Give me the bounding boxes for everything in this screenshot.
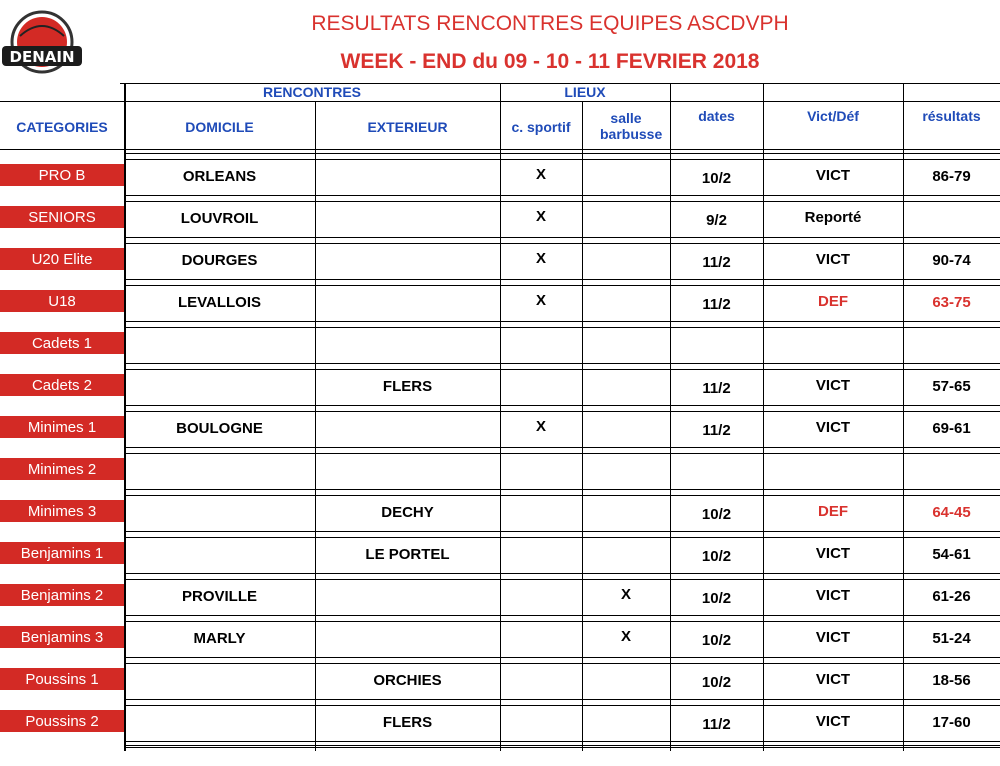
- grid-line: [0, 149, 1000, 150]
- result-cell: 51-24: [932, 630, 971, 647]
- grid-line: [124, 495, 1000, 496]
- grid-line: [124, 537, 1000, 538]
- grid-line: [124, 159, 1000, 160]
- grid-line: [124, 243, 1000, 244]
- date-cell: 11/2: [702, 716, 731, 733]
- grid-line: [124, 327, 1000, 328]
- header-salle-barbusse: salle barbusse: [600, 110, 663, 142]
- vict-def-cell: VICT: [815, 545, 851, 562]
- club-logo: [0, 6, 84, 84]
- exterieur-cell: LE PORTEL: [365, 546, 450, 563]
- grid-line: [124, 321, 1000, 322]
- date-cell: 10/2: [701, 548, 732, 565]
- vict-def-cell: VICT: [815, 419, 851, 436]
- grid-line: [124, 369, 1000, 370]
- header-c-sportif: c. sportif: [511, 119, 571, 135]
- grid-line: [124, 615, 1000, 616]
- domicile-cell: LEVALLOIS: [177, 294, 262, 311]
- header-domicile: DOMICILE: [185, 119, 254, 135]
- result-cell: 17-60: [932, 714, 971, 731]
- header-dates: dates: [698, 108, 735, 124]
- page-title: RESULTATS RENCONTRES EQUIPES ASCDVPH: [311, 12, 789, 35]
- date-cell: 11/2: [702, 380, 731, 397]
- page-subtitle: WEEK - END du 09 - 10 - 11 FEVRIER 2018: [340, 50, 760, 73]
- category-label: Minimes 3: [0, 500, 124, 522]
- grid-line: [500, 83, 501, 751]
- header-vict-def: Vict/Déf: [807, 108, 859, 124]
- result-cell: 61-26: [932, 588, 971, 605]
- grid-line: [582, 101, 583, 751]
- grid-line: [124, 363, 1000, 364]
- date-cell: 10/2: [701, 674, 732, 691]
- domicile-cell: MARLY: [193, 630, 246, 647]
- date-cell: 11/2: [702, 296, 731, 313]
- exterieur-cell: FLERS: [382, 714, 433, 731]
- grid-line: [0, 101, 1000, 102]
- c-sportif-mark: X: [535, 292, 546, 309]
- category-label: Benjamins 3: [0, 626, 124, 648]
- c-sportif-mark: X: [535, 166, 546, 183]
- grid-line: [124, 745, 1000, 746]
- grid-line: [124, 201, 1000, 202]
- vict-def-cell: Reporté: [804, 209, 862, 226]
- grid-line: [124, 663, 1000, 664]
- category-label: U18: [0, 290, 124, 312]
- grid-line: [124, 279, 1000, 280]
- vict-def-cell: VICT: [815, 251, 851, 268]
- category-label: SENIORS: [0, 206, 124, 228]
- header-exterieur: EXTERIEUR: [367, 119, 448, 135]
- header-resultats: résultats: [922, 108, 981, 124]
- exterieur-cell: FLERS: [382, 378, 433, 395]
- grid-line: [124, 101, 670, 102]
- grid-line: [124, 657, 1000, 658]
- c-sportif-mark: X: [535, 418, 546, 435]
- category-label: Minimes 1: [0, 416, 124, 438]
- c-sportif-mark: X: [535, 250, 546, 267]
- category-label: Benjamins 2: [0, 584, 124, 606]
- vict-def-cell: VICT: [815, 377, 851, 394]
- vict-def-cell: VICT: [815, 629, 851, 646]
- salle-barbusse-mark: X: [620, 586, 631, 603]
- c-sportif-mark: X: [535, 208, 546, 225]
- vict-def-cell: VICT: [815, 671, 851, 688]
- header-categories: CATEGORIES: [16, 119, 108, 135]
- grid-line: [124, 285, 1000, 286]
- category-label: Benjamins 1: [0, 542, 124, 564]
- result-cell: 69-61: [932, 420, 971, 437]
- grid-line: [315, 101, 316, 751]
- exterieur-cell: DECHY: [381, 504, 434, 521]
- grid-line: [124, 411, 1000, 412]
- date-cell: 10/2: [701, 170, 732, 187]
- salle-barbusse-mark: X: [620, 628, 631, 645]
- grid-line: [124, 405, 1000, 406]
- vict-def-cell: DEF: [818, 503, 848, 520]
- grid-line: [124, 747, 1000, 748]
- grid-line: [124, 453, 1000, 454]
- date-cell: 11/2: [702, 422, 731, 439]
- grid-line: [124, 489, 1000, 490]
- exterieur-cell: ORCHIES: [373, 672, 442, 689]
- grid-line: [124, 579, 1000, 580]
- grid-line: [124, 447, 1000, 448]
- date-cell: 10/2: [701, 632, 732, 649]
- domicile-cell: PROVILLE: [181, 588, 257, 605]
- category-label: Poussins 1: [0, 668, 124, 690]
- result-cell: 18-56: [932, 672, 971, 689]
- date-cell: 10/2: [701, 506, 732, 523]
- category-label: Minimes 2: [0, 458, 124, 480]
- grid-line: [124, 705, 1000, 706]
- category-label: U20 Elite: [0, 248, 124, 270]
- result-cell: 54-61: [932, 546, 971, 563]
- vict-def-cell: VICT: [815, 167, 851, 184]
- vict-def-cell: VICT: [815, 587, 851, 604]
- vict-def-cell: DEF: [818, 293, 848, 310]
- domicile-cell: BOULOGNE: [176, 420, 263, 437]
- grid-line: [124, 621, 1000, 622]
- grid-line: [124, 573, 1000, 574]
- date-cell: 9/2: [706, 212, 727, 229]
- header-rencontres: RENCONTRES: [262, 84, 361, 100]
- category-label: Cadets 2: [0, 374, 124, 396]
- category-label: Poussins 2: [0, 710, 124, 732]
- result-cell: 57-65: [932, 378, 971, 395]
- category-label: PRO B: [0, 164, 124, 186]
- domicile-cell: ORLEANS: [182, 168, 257, 185]
- svg-text:DENAIN: DENAIN: [9, 48, 75, 66]
- result-cell: 86-79: [932, 168, 971, 185]
- grid-line: [124, 531, 1000, 532]
- date-cell: 10/2: [701, 590, 732, 607]
- header-lieux: LIEUX: [564, 84, 606, 100]
- domicile-cell: DOURGES: [181, 252, 258, 269]
- grid-line: [124, 237, 1000, 238]
- grid-line: [124, 741, 1000, 742]
- grid-line: [124, 699, 1000, 700]
- domicile-cell: LOUVROIL: [180, 210, 259, 227]
- result-cell: 90-74: [932, 252, 971, 269]
- category-label: Cadets 1: [0, 332, 124, 354]
- grid-line: [124, 195, 1000, 196]
- vict-def-cell: VICT: [815, 713, 851, 730]
- result-cell: 64-45: [932, 504, 971, 521]
- date-cell: 11/2: [702, 254, 731, 271]
- grid-line: [124, 153, 1000, 154]
- result-cell: 63-75: [932, 294, 971, 311]
